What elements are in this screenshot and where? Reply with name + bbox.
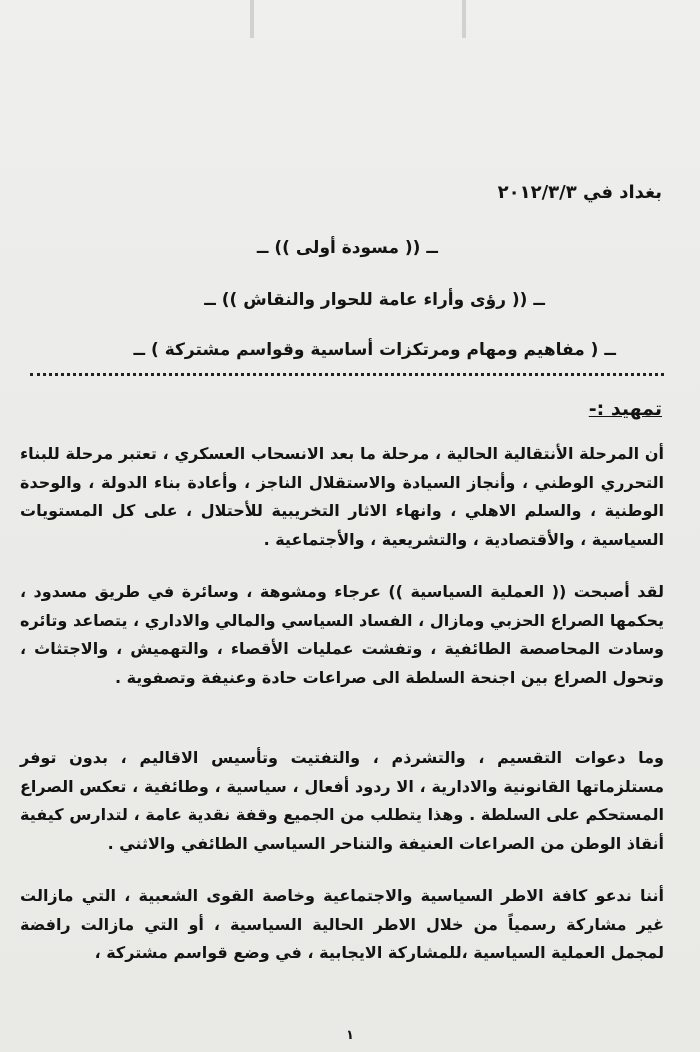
heading-concepts: ــ ( مفاهيم ومهام ومرتكزات أساسية وقواسم مشتركة ) ــ xyxy=(133,340,616,360)
paragraph-2: لقد أصبحت (( العملية السياسية )) عرجاء ومشوهة ، وسائرة في طريق مسدود ، يحكمها الصراع الحزبي ومازال ، الفساد السياسي والمالي والاداري ، يتصاعد وتائره وسادت المحاصصة الطائفية ، وتفشت عمليات الأقصاء ، والتهميش ، والاجتثاث ، وتحول الصراع بين اجنحة السلطة الى صراعات حادة وعنيفة وتصفوية . xyxy=(20,582,664,687)
paragraph-4: أننا ندعو كافة الاطر السياسية والاجتماعية وخاصة القوى الشعبية ، التي مازالت غير مشاركة رسمياً من خلال الاطر الحالية السياسية ، أو التي مازالت رافضة لمجمل العملية السياسية ،للمشاركة الايجابية ، في وضع قواسم مشتركة ، xyxy=(20,886,664,962)
heading-draft: ــ (( مسودة أولى )) ــ xyxy=(256,238,438,258)
dotted-divider xyxy=(30,373,664,376)
staple-mark xyxy=(462,0,466,38)
document-date: بغداد في ٢٠١٢/٣/٣ xyxy=(497,182,662,203)
page-number: ١ xyxy=(346,1028,354,1043)
staple-mark xyxy=(250,0,254,38)
paragraph-1: أن المرحلة الأنتقالية الحالية ، مرحلة ما بعد الانسحاب العسكري ، تعتبر مرحلة للبناء التحرري الوطني ، وأنجاز السيادة والاستقلال الناجز ، وأعادة بناء الدولة ، والوحدة الوطنية ، والسلم الاهلي ، وانهاء الاثار التخريبية للأحتلال ، على كل المستويات السياسية ، والأقتصادية ، والتشريعية ، والأجتماعية . xyxy=(20,444,664,549)
section-heading: تمهيد :- xyxy=(588,398,662,420)
paragraph-3: وما دعوات التقسيم ، والتشرذم ، والتفتيت وتأسيس الاقاليم ، بدون توفر مستلزماتها القانونية والادارية ، الا ردود أفعال ، سياسية ، وطائفية ، تعكس الصراع المستحكم على السلطة . وهذا يتطلب من الجميع وقفة نقدية عامة ، لتدارس كيفية أنقاذ الوطن من الصراعات العنيفة والتناحر السياسي الطائفي والاثني . xyxy=(20,748,664,853)
heading-visions: ــ (( رؤى وأراء عامة للحوار والنقاش )) ــ xyxy=(204,290,545,310)
